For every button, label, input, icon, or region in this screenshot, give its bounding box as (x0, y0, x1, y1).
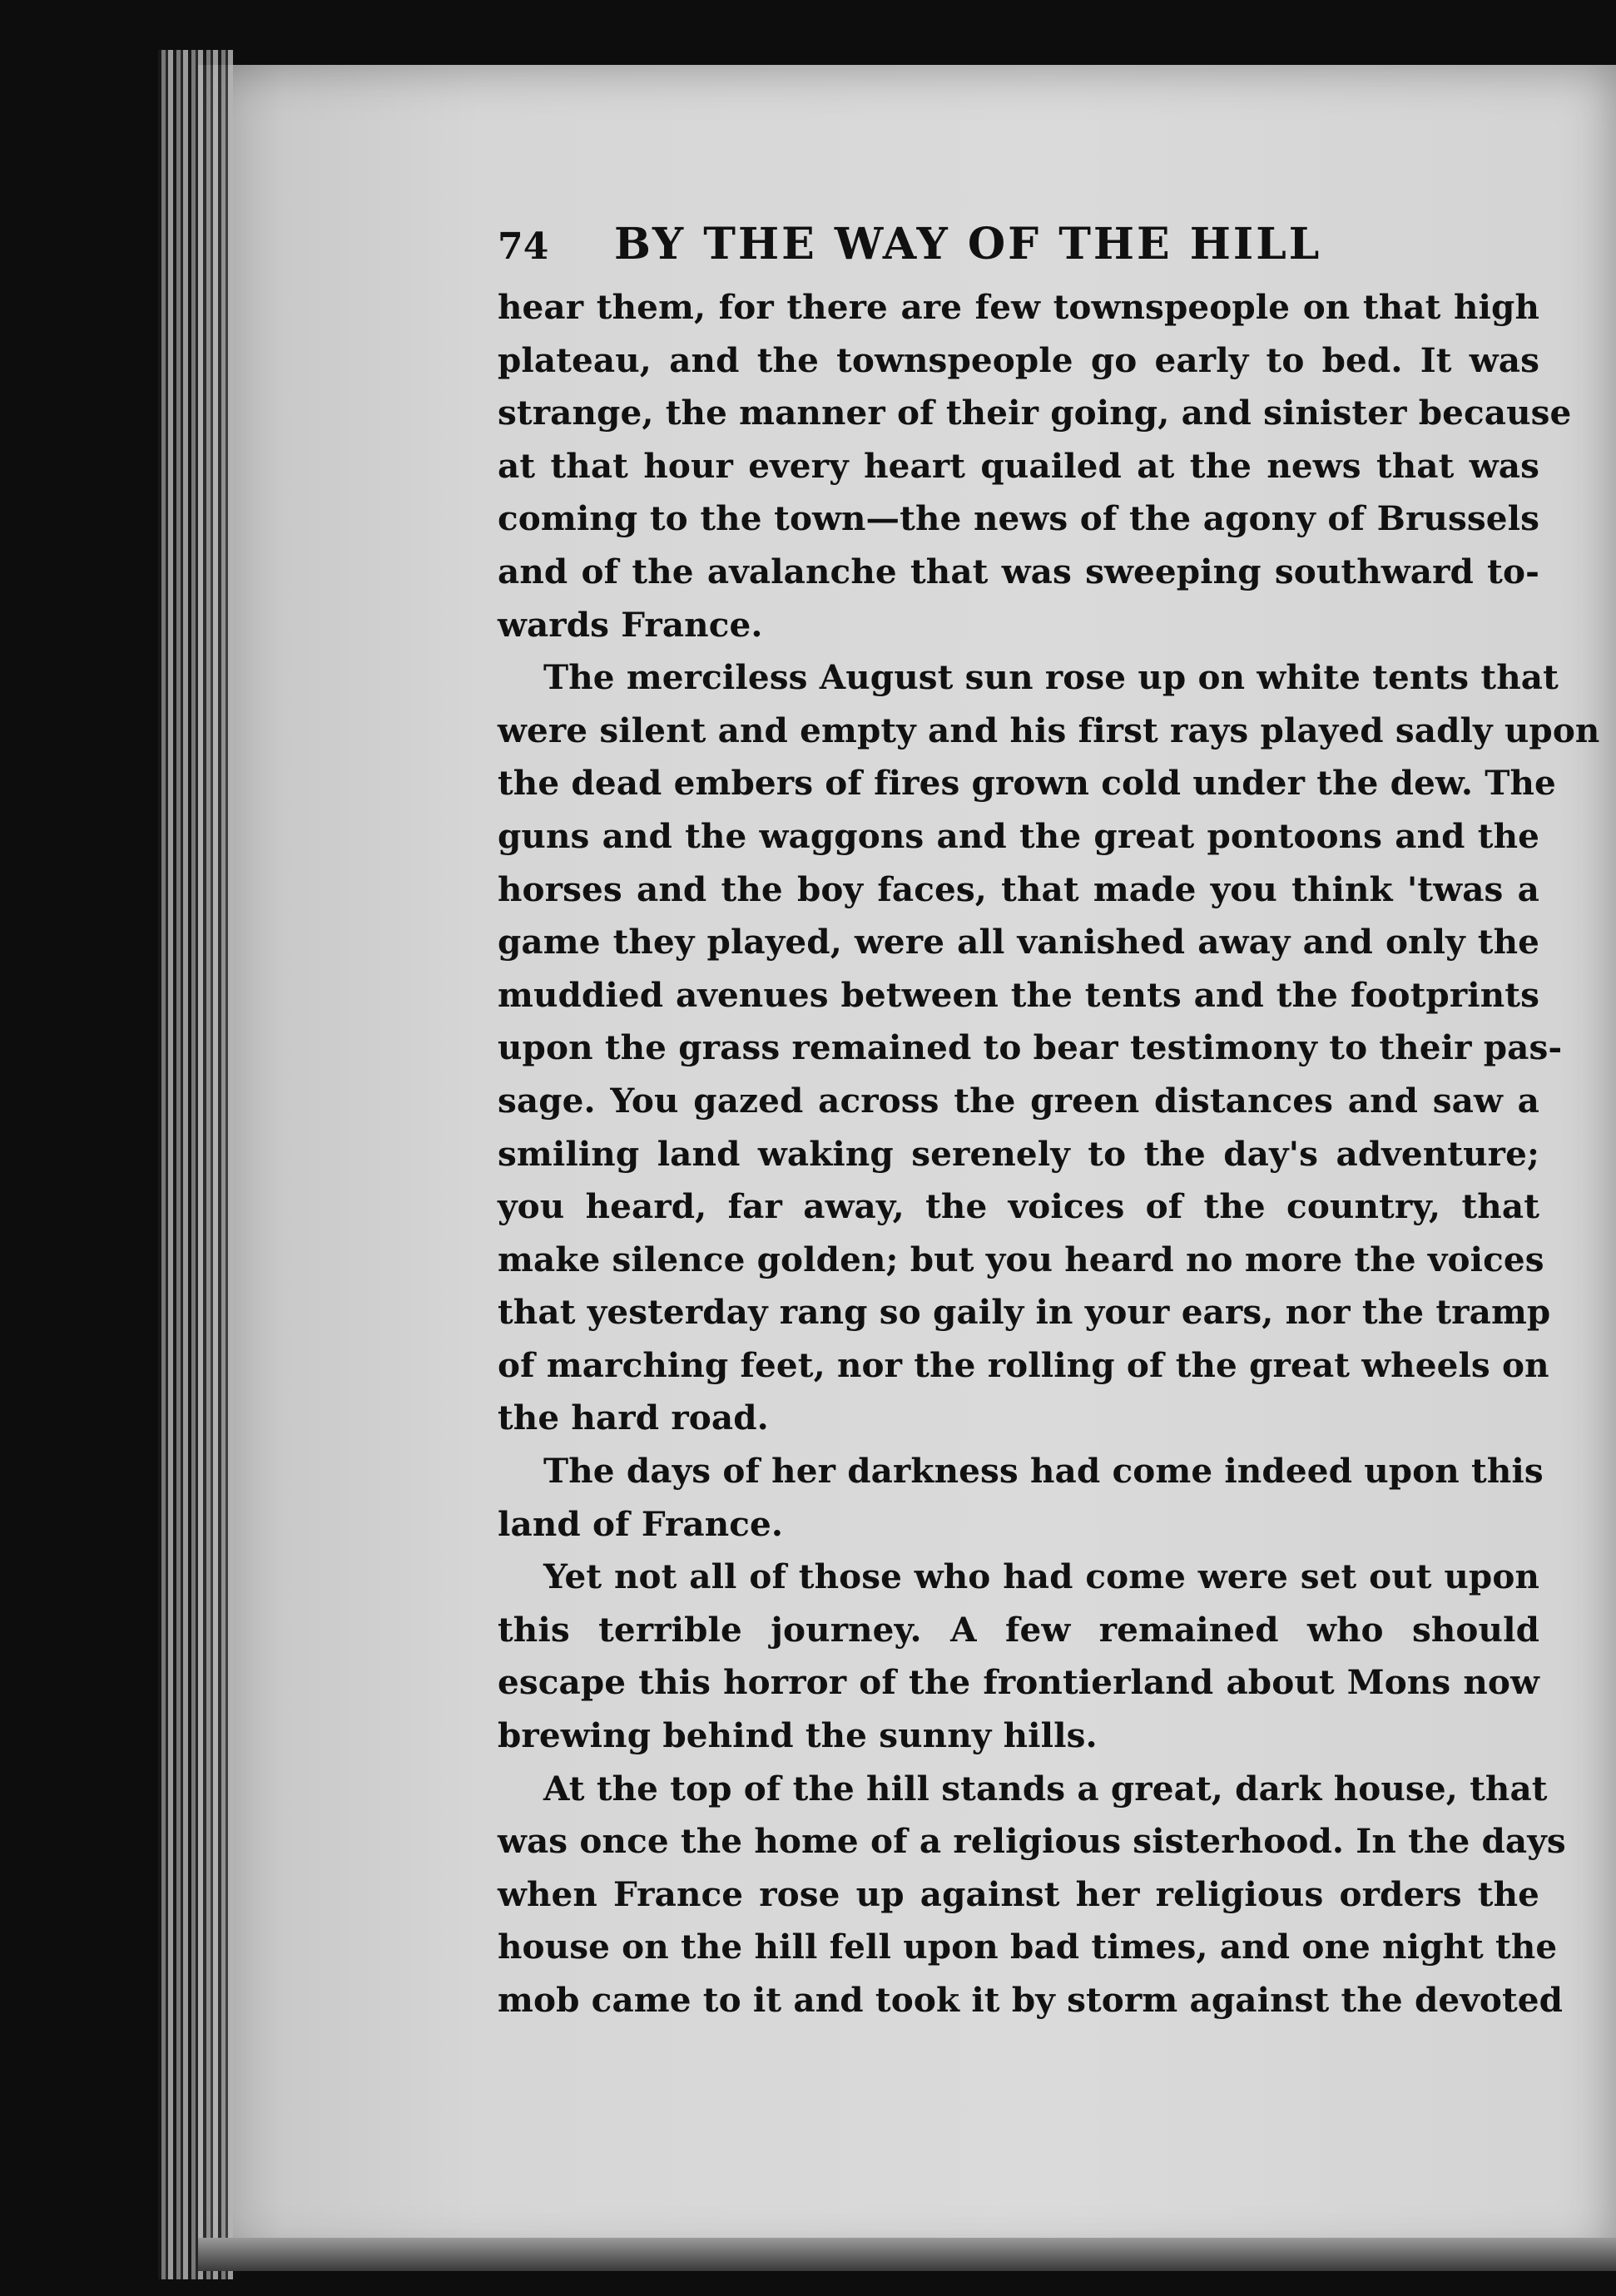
text-line: the dead embers of fires grown cold under the dew. The (498, 763, 1556, 804)
text-line: escape this horror of the frontierland about Mons now (498, 1662, 1539, 1703)
text-line: strange, the manner of their going, and sinister because (498, 393, 1572, 433)
text-line: wards France. (498, 604, 763, 645)
text-line: guns and the waggons and the great pontoons and the (498, 815, 1539, 856)
text-line: you heard, far away, the voices of the country, that (498, 1186, 1539, 1227)
text-line: the hard road. (498, 1398, 769, 1438)
body-text (498, 281, 1600, 2027)
text-line: that yesterday rang so gaily in your ears, nor the tramp (498, 1292, 1551, 1333)
text-line: upon the grass remained to bear testimony to their pas- (498, 1027, 1563, 1068)
text-line: land of France. (498, 1503, 784, 1544)
text-line: mob came to it and took it by storm against the devoted (498, 1980, 1564, 2020)
book-title: BY THE WAY OF THE HILL (614, 219, 1322, 270)
text-line: at that hour every heart quailed at the news that was (498, 445, 1539, 486)
book-binding-edge (158, 50, 233, 2279)
text-line: when France rose up against her religious orders the (498, 1873, 1539, 1914)
text-line: house on the hill fell upon bad times, and one night the (498, 1927, 1558, 1967)
text-line: make silence golden; but you heard no more the voices (498, 1239, 1544, 1279)
text-line: coming to the town—the news of the agony of Brussels (498, 498, 1539, 539)
text-line: game they played, were all vanished away and only the (498, 922, 1539, 962)
text-line: this terrible journey. A few remained who should (498, 1609, 1539, 1650)
text-line: smiling land waking serenely to the day's adventure; (498, 1133, 1539, 1174)
text-line: The merciless August sun rose up on white tents that (543, 657, 1559, 698)
text-line: brewing behind the sunny hills. (498, 1715, 1098, 1756)
text-line: muddied avenues between the tents and the footprints (498, 974, 1539, 1015)
text-line: plateau, and the townspeople go early to bed. It was (498, 339, 1539, 380)
page-number: 74 (498, 225, 549, 268)
text-line: At the top of the hill stands a great, dark house, that (543, 1768, 1548, 1809)
page-bottom-edge (198, 2238, 1616, 2271)
text-line: horses and the boy faces, that made you think 'twas a (498, 868, 1539, 909)
text-line: of marching feet, nor the rolling of the great wheels on (498, 1344, 1549, 1385)
text-line: Yet not all of those who had come were set out upon (543, 1556, 1539, 1597)
text-line: was once the home of a religious sisterhood. In the days (498, 1821, 1566, 1862)
text-line: The days of her darkness had come indeed upon this (543, 1451, 1544, 1492)
page-text-block (498, 218, 1600, 2027)
running-head (498, 218, 1539, 281)
text-line: sage. You gazed across the green distances and saw a (498, 1080, 1539, 1121)
text-line: hear them, for there are few townspeople on that high (498, 287, 1539, 327)
text-line: and of the avalanche that was sweeping southward to- (498, 551, 1539, 591)
text-line: were silent and empty and his first rays played sadly upon (498, 710, 1600, 750)
